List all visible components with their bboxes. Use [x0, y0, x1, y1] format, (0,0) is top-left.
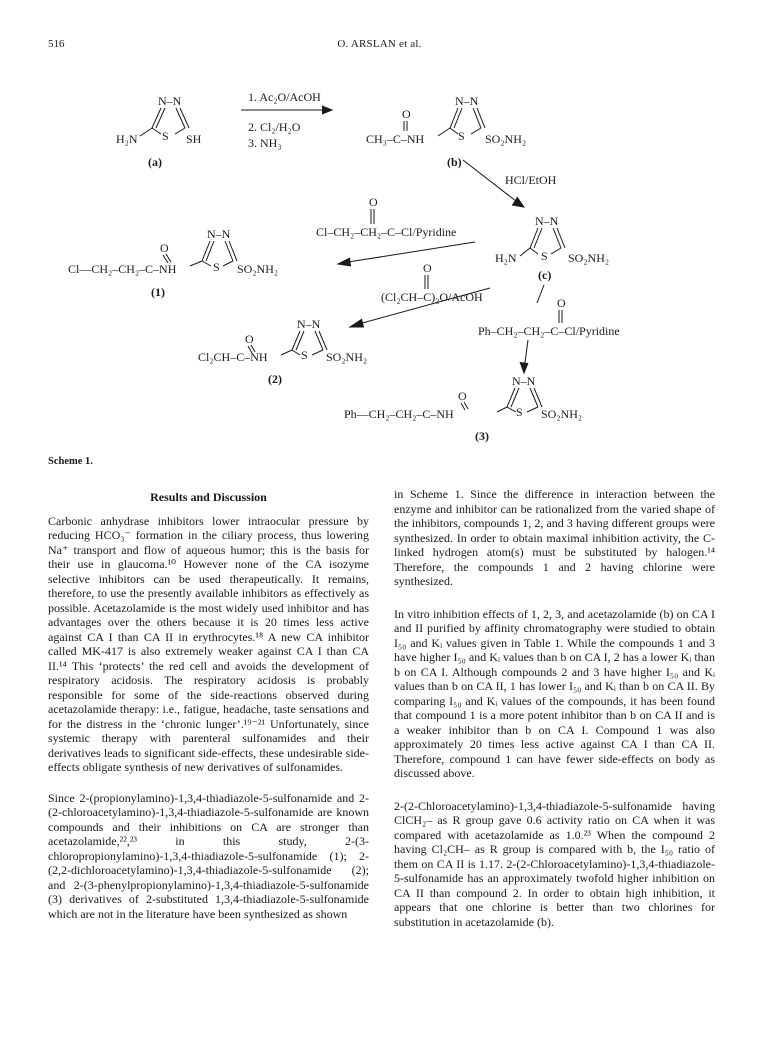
- scheme-text: [68, 90, 620, 443]
- sulfur-1: S: [213, 260, 220, 274]
- dichloroacetyl-2: Cl₂CH–C–NH: [198, 350, 268, 364]
- section-heading: Results and Discussion: [150, 490, 267, 504]
- reagent-hcl: HCl/EtOH: [505, 173, 557, 187]
- carbonyl-o-r3: O: [557, 296, 566, 310]
- label-1: (1): [151, 285, 165, 299]
- sulfonamide-b: SO₂NH₂: [485, 132, 527, 146]
- ring-nn-a: N–N: [158, 94, 182, 108]
- right-column: [394, 487, 715, 945]
- ring-nn-3: N–N: [512, 374, 536, 388]
- amine-a: H₂N: [116, 132, 138, 146]
- carbonyl-o-r2: O: [423, 261, 432, 275]
- carbonyl-o-b: O: [402, 107, 411, 121]
- reagent-to-3: Ph–CH₂–CH₂–C–Cl/Pyridine: [478, 324, 620, 338]
- paragraph-comparison: 2-(2-Chloroacetylamino)-1,3,4-thiadiazole-5-sulfonamide having ClCH₂– as R group gave 0.6 activity ratio on CA when it was compared with acetazolamide as 1.0.²³ When the compound 2 having Cl₂CH– as R group is compared with b, the I₅₀ ratio of them on CA II is 1.17. 2-(2-Chloroacetylamino)-1,3,4-thiadiazole-5-sulfonamide has an approximately twofold higher inhibition on CA II than compound 2. In order to obtain high inhibition, it appears that one chlorine is better than two chlorines for substitution in acetazolamide (b).: [394, 798, 715, 929]
- scheme-caption: Scheme 1.: [48, 456, 93, 467]
- reagent-step1-3: 3. NH₃: [248, 136, 282, 150]
- sulfonamide-c: SO₂NH₂: [568, 251, 610, 265]
- paragraph-synthesis: Since 2-(propionylamino)-1,3,4-thiadiazole-5-sulfonamide and 2-(2-chloroacetylamino)-1,3,4-thiadiazole-5-sulfonamide are known compounds and their inhibitions on CA are stronger than acetazolamide,²²,²³ in this study, 2-(3-chloropropionylamino)-1,3,4-thiadiazole-5-sulfonamide (1); 2-(2,2-dichloroacetylamino)-1,3,4-thiadiazole-5-sulfonamide (2); and 2-(3-phenylpropionylamino)-1,3,4-thiadiazole-5-sulfonamide (3) derivatives of 2-substituted 1,3,4-thiadiazole-5-sulfonamide which are not in the literature have been synthesized as shown: [48, 790, 369, 921]
- sulfonamide-1: SO₂NH₂: [237, 262, 279, 276]
- ring-nn-b: N–N: [455, 94, 479, 108]
- ring-nn-c: N–N: [535, 214, 559, 228]
- label-b: (b): [447, 155, 462, 169]
- carbonyl-o-2: O: [245, 332, 254, 346]
- thiol-a: SH: [186, 132, 202, 146]
- ring-nn-2: N–N: [297, 317, 321, 331]
- reagent-step1-1: 1. Ac₂O/AcOH: [248, 90, 321, 104]
- page-number: 516: [48, 38, 65, 50]
- reagent-step1-2: 2. Cl₂/H₂O: [248, 120, 301, 134]
- paragraph-inhibition: In vitro inhibition effects of 1, 2, 3, and acetazolamide (b) on CA I and II purified by affinity chromatography were studied to obtain I₅₀ and Kᵢ values given in Table 1. While the compounds 1 and 3 have higher I₅₀ and Kᵢ values than b on CA I, 2 has a lower Kᵢ than b on CA I. Although compounds 2 and 3 have higher I₅₀ and Kᵢ values than b on CA II, 1 has lower I₅₀ and Kᵢ than b on CA II. By comparing I₅₀ and Kᵢ values of the compounds, it has been found that compound 1 is a more potent inhibitor than b on CA II and is a weaker inhibitor than b on CA I. Compound 1 was also approximately 20 times less active against CA I than CA II. Therefore, compound 1 can have fewer side-effects on body as discussed above.: [394, 606, 715, 780]
- sulfur-c: S: [541, 249, 548, 263]
- ring-nn-1: N–N: [207, 227, 231, 241]
- acetyl-b: CH₃–C–NH: [366, 132, 425, 146]
- label-2: (2): [268, 372, 282, 386]
- left-column: [48, 487, 369, 937]
- paragraph-intro: Carbonic anhydrase inhibitors lower intraocular pressure by reducing HCO₃⁻ formation in the ciliary process, thus lowering Na⁺ transport and flow of aqueous humor; this is the basis for their use in glaucoma.¹⁰ However none of the CA isozyme selective inhibitors can be used therapeutically. It remains, therefore, to use the presently available inhibitors as effectively as possible. Acetazolamide is the most widely used inhibitor and has advantages over the others because it is 20 times less active against CA I than CA II in erythrocytes.¹⁸ A new CA inhibitor called MK-417 is also extremely weaker against CA I than CA II.¹⁴ This ‘protects’ the red cell and avoids the development of respiratory acidosis. The respiratory acidosis is probably responsible for some of the side-reactions observed during acetazolamide therapy: i.e., fatigue, headache, taste sensations and for the distress in the ‘chronic lunger’.¹⁹⁻²¹ Unfortunately, since systemic therapy with parenteral sulfonamides and their derivatives leads to significant side-effects, these undesirable side-effects obligate synthesis of new derivatives of sulfonamides.: [48, 513, 369, 774]
- carbonyl-o-1: O: [160, 241, 169, 255]
- phenylpropionyl-3: Ph—CH₂–CH₂–C–NH: [344, 407, 454, 421]
- label-3: (3): [475, 429, 489, 443]
- reagent-to-1: Cl–CH₂–CH₂–C–Cl/Pyridine: [316, 225, 457, 239]
- reagent-to-2: (Cl₂CH–C)₂O/AcOH: [381, 290, 483, 304]
- sulfonamide-3: SO₂NH₂: [541, 407, 583, 421]
- label-c: (c): [538, 268, 552, 282]
- page-header: [0, 38, 759, 54]
- carbonyl-o-3: O: [458, 389, 467, 403]
- sulfur-b: S: [458, 129, 465, 143]
- sulfur-3: S: [516, 405, 523, 419]
- carbonyl-o-r1: O: [369, 195, 378, 209]
- amine-c: H₂N: [495, 251, 517, 265]
- paragraph-scheme-ref: in Scheme 1. Since the difference in interaction between the enzyme and inhibitor can be rationalized from the varied shape of the inhibitors, compounds 1, 2, and 3 having different groups were synthesized. In order to obtain maximal inhibition activity, the C-linked hydrogen atom(s) must be substituted by halogen.¹⁴ Therefore, the compounds 1 and 2 having chlorine were synthesized.: [394, 487, 715, 588]
- sulfonamide-2: SO₂NH₂: [326, 350, 368, 364]
- sulfur-a: S: [162, 129, 169, 143]
- sulfur-2: S: [301, 348, 308, 362]
- running-head: O. ARSLAN et al.: [337, 38, 422, 50]
- label-a: (a): [148, 155, 162, 169]
- reaction-scheme: [0, 60, 759, 455]
- chloropropionyl-1: Cl—CH₂–CH₂–C–NH: [68, 262, 177, 276]
